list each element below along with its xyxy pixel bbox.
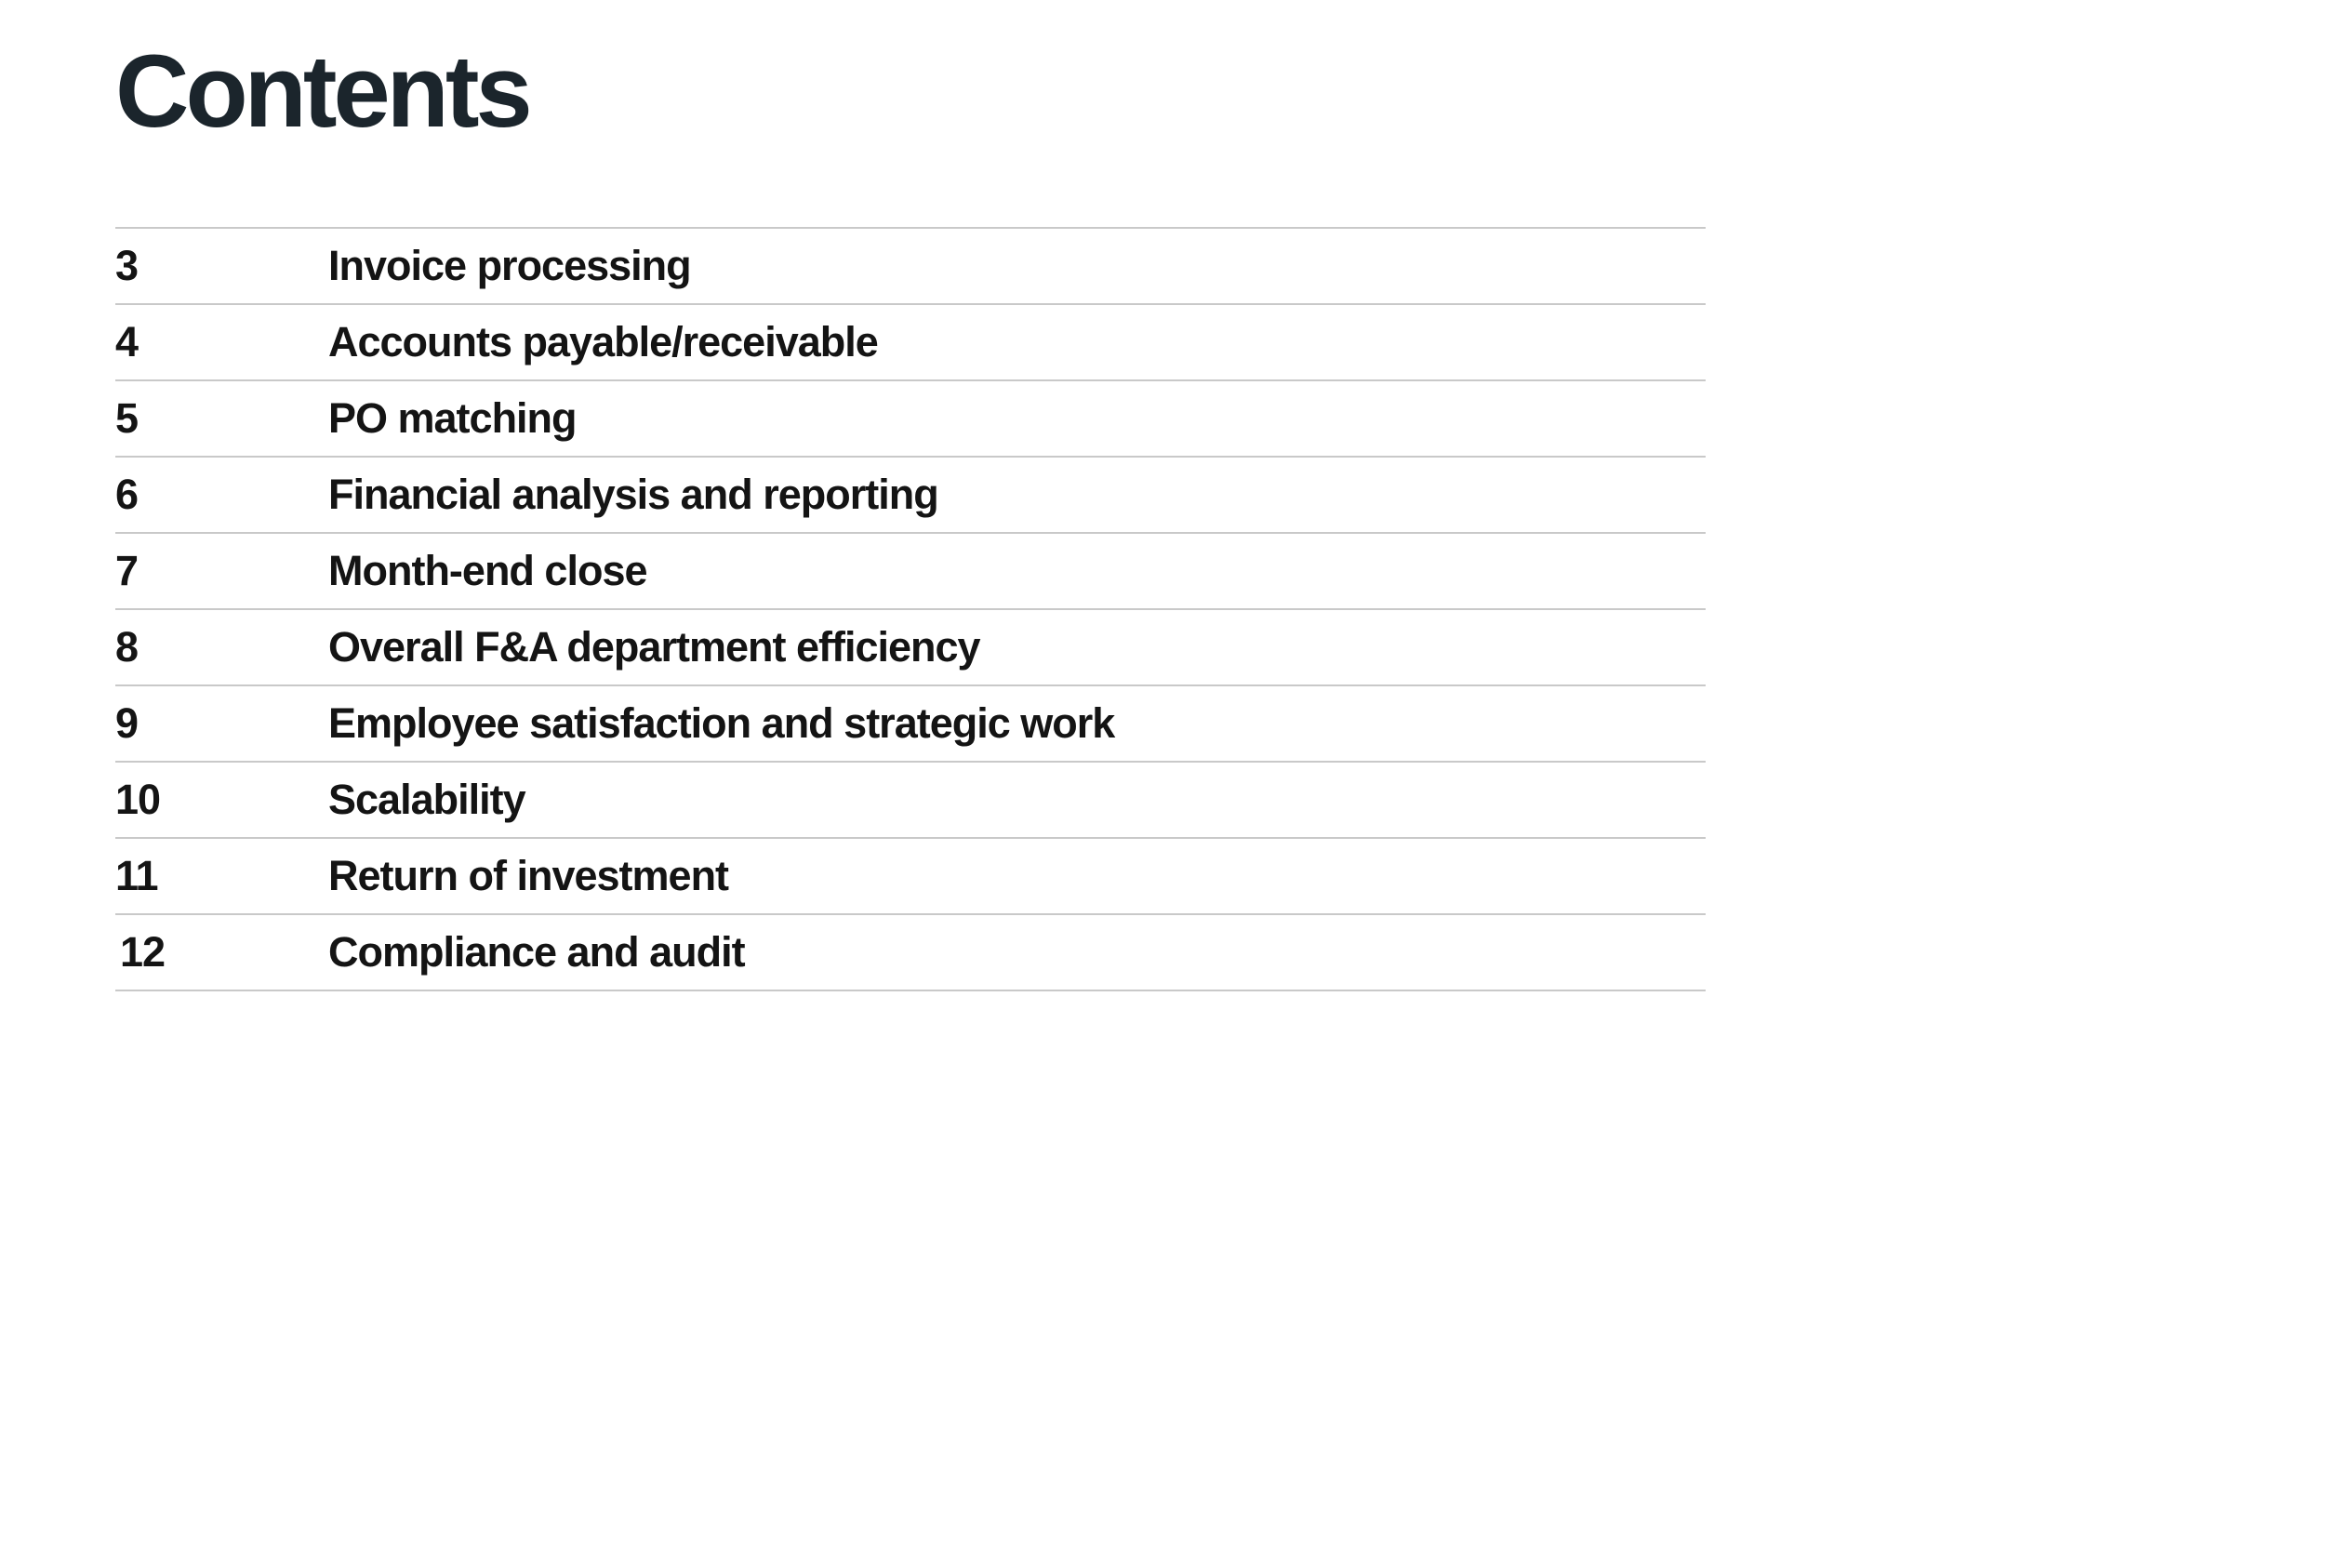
toc-entry[interactable]: [115, 305, 1706, 381]
toc-entry-label: Month-end close: [328, 547, 647, 594]
toc-page-number: 7: [115, 547, 139, 594]
toc-entry[interactable]: [115, 458, 1706, 534]
toc-page-number: 3: [115, 242, 139, 289]
toc-entry-label: Financial analysis and reporting: [328, 471, 938, 518]
toc-entry-label: Overall F&A department efficiency: [328, 623, 980, 671]
toc-page-number: 8: [115, 623, 139, 671]
table-of-contents: [115, 227, 1706, 991]
toc-entry-label: Compliance and audit: [328, 928, 745, 976]
toc-entry[interactable]: [115, 839, 1706, 915]
toc-page-number: 12: [120, 928, 166, 976]
toc-entry-label: Employee satisfaction and strategic work: [328, 699, 1115, 747]
toc-entry-label: Return of investment: [328, 852, 729, 899]
toc-entry-label: PO matching: [328, 394, 577, 442]
toc-page-number: 5: [115, 394, 139, 442]
toc-page-number: 9: [115, 699, 139, 747]
toc-entry-label: Invoice processing: [328, 242, 691, 289]
toc-entry[interactable]: [115, 610, 1706, 686]
toc-entry-label: Scalability: [328, 776, 525, 823]
toc-entry[interactable]: [115, 763, 1706, 839]
toc-page-number: 10: [115, 776, 161, 823]
toc-page-number: 11: [115, 852, 158, 899]
toc-entry-label: Accounts payable/receivable: [328, 318, 878, 365]
toc-entry[interactable]: [115, 229, 1706, 305]
toc-entry[interactable]: [115, 534, 1706, 610]
toc-entry[interactable]: [115, 915, 1706, 991]
page-title: Contents: [115, 34, 529, 149]
toc-entry[interactable]: [115, 686, 1706, 763]
toc-entry[interactable]: [115, 381, 1706, 458]
toc-page-number: 6: [115, 471, 139, 518]
toc-page-number: 4: [115, 318, 139, 365]
